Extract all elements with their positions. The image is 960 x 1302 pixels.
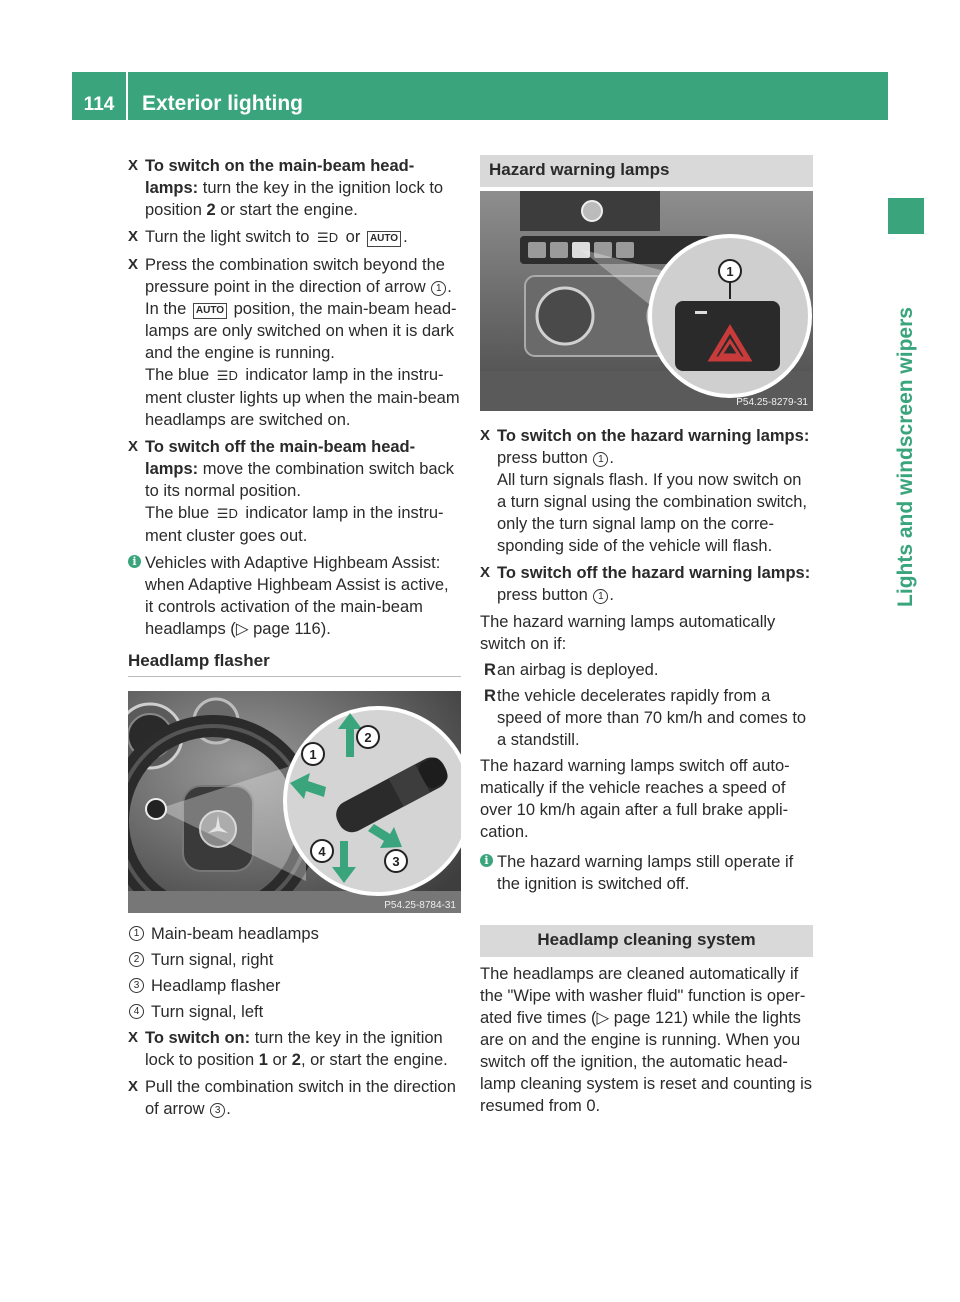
instruction-text: Turn the light switch to — [145, 228, 315, 246]
instruction-text: Press the combination switch beyond the pressure point in the direction of arrow — [145, 256, 445, 296]
legend-item: 1 Main-beam headlamps — [128, 923, 461, 945]
section-tab-marker — [888, 198, 924, 234]
instruction-item: X To switch on the hazard warning lamps: press button 1 . All turn signals flash. If you now switch on a turn signal using the combination switch, only the turn signal lamp on the corre-sponding side of the vehicle will flash. — [480, 425, 813, 557]
instruction-item: X To switch off the hazard warning lamps: press button 1 . — [480, 564, 811, 604]
info-note: i Vehicles with Adaptive Highbeam Assist: when Adaptive Highbeam Assist is active, it controls activation of the main-beam headlamps (▷ page 116). — [128, 552, 461, 640]
step-marker-icon: X — [128, 256, 139, 273]
callout-1-icon: 1 — [431, 281, 446, 296]
page-ref-arrow-icon: ▷ — [235, 620, 249, 638]
callout-1-icon: 1 — [593, 589, 608, 604]
photo-code: P54.25-8279-31 — [736, 397, 808, 408]
instruction-item: X To switch on: turn the key in the ignition lock to position 1 or 2, or start the engine. — [128, 1029, 448, 1069]
step-marker-icon: X — [128, 157, 139, 174]
hazard-switch-illustration — [480, 191, 813, 411]
page-reference-link[interactable]: page 116 — [253, 620, 321, 638]
callout-3-icon: 3 — [129, 978, 144, 993]
instruction-note: The blue ☰D indicator lamp in the instru-ment cluster lights up when the main-beam headlamps are switched on. — [145, 366, 460, 429]
callout-1-icon: 1 — [129, 926, 144, 941]
step-marker-icon: X — [480, 564, 491, 581]
hazard-button-photo — [480, 191, 813, 411]
instruction-title: To switch on the main-beam head-lamps: — [145, 157, 415, 197]
left-column — [128, 155, 461, 1125]
step-marker-icon: X — [128, 438, 139, 455]
main-beam-icon: ☰D — [216, 368, 238, 383]
combination-switch-illustration — [128, 691, 461, 913]
main-beam-icon: ☰D — [317, 230, 339, 245]
instruction-text: turn the key in the ignition lock to position — [145, 179, 444, 219]
legend-item: 4 Turn signal, left — [128, 1001, 461, 1023]
header-divider — [126, 72, 128, 120]
bullet-marker-icon: R — [484, 661, 496, 679]
callout-4-label: 4 — [318, 844, 326, 859]
body-paragraph: The hazard warning lamps automatically switch on if: — [480, 613, 776, 653]
callout-2-label: 2 — [364, 730, 372, 745]
section-heading: Headlamp cleaning system — [480, 925, 813, 957]
callout-3-label: 3 — [392, 854, 400, 869]
info-note: i The hazard warning lamps still operate if the ignition is switched off. — [480, 851, 813, 895]
step-marker-icon: X — [128, 228, 139, 245]
info-icon: i — [480, 854, 493, 867]
list-item: R an airbag is deployed. — [484, 661, 659, 679]
instruction-text: or — [341, 228, 365, 246]
page-reference-link[interactable]: page 121 — [613, 1009, 683, 1027]
body-paragraph: The hazard warning lamps switch off auto-matically if the vehicle reaches a speed of over 10 km/h again after a full brake appli-cation. — [480, 757, 790, 841]
heading-rule — [128, 676, 461, 677]
page-number: 114 — [83, 94, 115, 115]
bullet-marker-icon: R — [484, 687, 496, 705]
step-marker-icon: X — [480, 427, 491, 444]
ignition-position: 2 — [206, 201, 216, 219]
step-marker-icon: X — [128, 1029, 139, 1046]
instruction-note: The blue ☰D indicator lamp in the instru-ment cluster goes out. — [145, 504, 444, 545]
instruction-item — [128, 226, 461, 249]
instruction-note: In the AUTO position, the main-beam head-lamps are only switched on when it is dark and the engine is running. — [145, 300, 457, 362]
body-paragraph: The headlamps are cleaned automatically if the "Wipe with washer fluid" function is oper-ated five times (▷ page 121) while the lights are on and the engine is running. When you switch off the ignition, the automatic head-lamp cleaning system is reset and counting is resumed from 0. — [480, 965, 812, 1115]
instruction-item — [128, 436, 461, 547]
page-ref-arrow-icon: ▷ — [596, 1009, 610, 1027]
info-icon: i — [128, 555, 141, 568]
instruction-title: To switch off the main-beam head-lamps: — [145, 438, 416, 478]
instruction-item: X Pull the combination switch in the direction of arrow 3 . — [128, 1078, 456, 1118]
instruction-item — [128, 155, 461, 221]
auto-light-icon: AUTO — [367, 231, 401, 247]
callout-1-label: 1 — [726, 264, 734, 279]
right-column — [480, 155, 813, 1121]
callout-1-label: 1 — [309, 747, 317, 762]
list-item: R the vehicle decelerates rapidly from a speed of more than 70 km/h and comes to a standstill. — [484, 687, 807, 749]
instruction-text: . — [447, 278, 452, 296]
section-tab-label: Lights and windscreen wipers — [894, 307, 917, 607]
section-heading: Hazard warning lamps — [480, 155, 813, 187]
page-header — [72, 72, 888, 120]
instruction-item — [128, 254, 461, 431]
photo-code: P54.25-8784-31 — [384, 900, 456, 911]
callout-2-icon: 2 — [129, 952, 144, 967]
instruction-note: All turn signals flash. If you now switch on a turn signal using the combination switch, only the turn signal lamp on the corre-sponding side of the vehicle will flash. — [497, 471, 808, 555]
legend-item: 3 Headlamp flasher — [128, 975, 461, 997]
callout-4-icon: 4 — [129, 1004, 144, 1019]
headlamp-flasher-photo — [128, 691, 461, 913]
auto-light-icon: AUTO — [193, 303, 227, 319]
instruction-text: move the combination switch back to its normal position. — [145, 460, 455, 500]
instruction-text: . — [403, 228, 408, 246]
step-marker-icon: X — [128, 1078, 139, 1095]
callout-3-icon: 3 — [210, 1103, 225, 1118]
instruction-text: or start the engine. — [215, 201, 358, 219]
section-heading: Headlamp flasher — [128, 651, 270, 670]
page-title: Exterior lighting — [142, 92, 304, 115]
callout-1-icon: 1 — [593, 452, 608, 467]
main-beam-icon: ☰D — [216, 506, 238, 521]
legend-item: 2 Turn signal, right — [128, 949, 461, 971]
